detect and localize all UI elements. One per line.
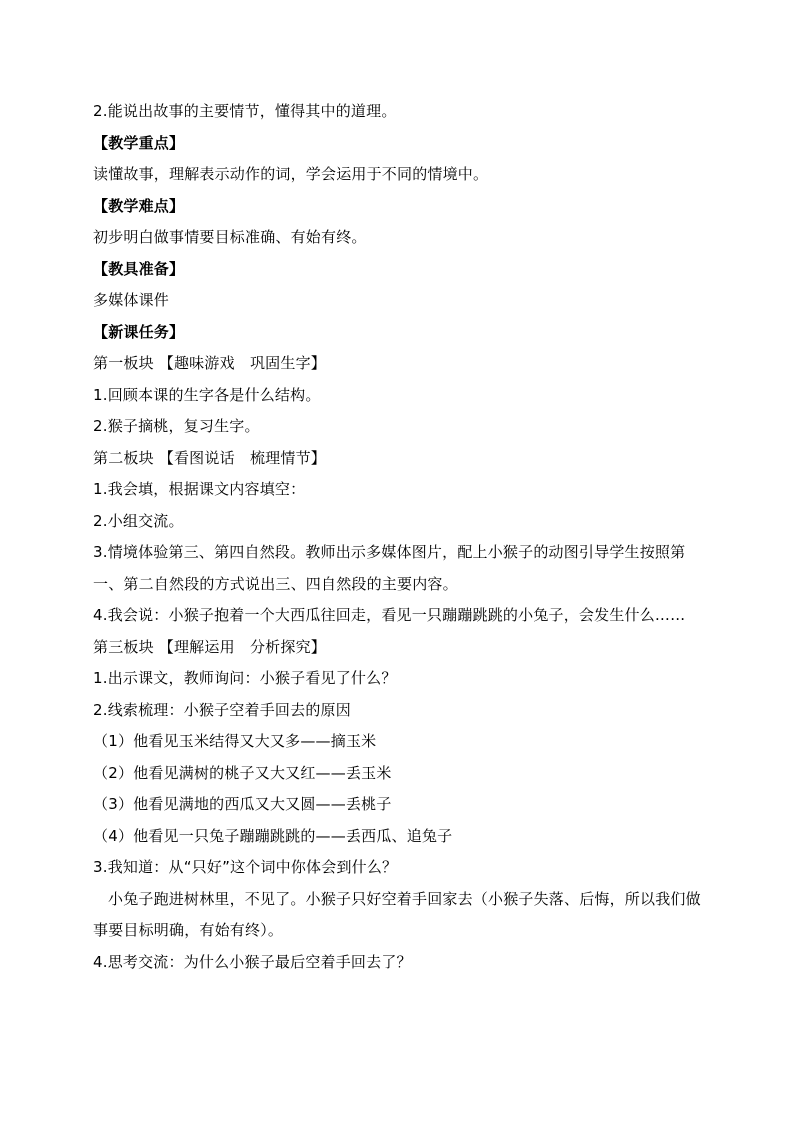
block-2-item-4: 4.我会说：小猴子抱着一个大西瓜往回走，看见一只蹦蹦跳跳的小兔子，会发生什么…… (93, 606, 686, 624)
block-3-item-2: 2.线索梳理：小猴子空着手回去的原因 (93, 700, 351, 719)
block-3-subitem-3: （3）他看见满地的西瓜又大又圆——丢桃子 (93, 795, 392, 813)
block-3-title: 第三板块 【理解运用 分析探究】 (93, 637, 326, 656)
materials-text: 多媒体课件 (93, 291, 170, 309)
key-points-text: 读懂故事，理解表示动作的词，学会运用于不同的情境中。 (93, 165, 489, 183)
section-heading-materials: 【教具准备】 (93, 259, 185, 278)
section-heading-new-task: 【新课任务】 (93, 322, 185, 341)
block-3-item-1: 1.出示课文，教师询问：小猴子看见了什么？ (93, 669, 397, 687)
block-3-item-3: 3.我知道：从“只好”这个词中你体会到什么？ (93, 858, 398, 876)
difficulties-text: 初步明白做事情要目标准确、有始有终。 (93, 228, 367, 246)
block-3-subitem-4: （4）他看见一只兔子蹦蹦跳跳的——丢西瓜、追兔子 (93, 826, 453, 845)
block-2-item-1: 1.我会填，根据课文内容填空： (93, 480, 306, 498)
block-1-item-2: 2.猴子摘桃，复习生字。 (93, 417, 260, 435)
block-2-item-3: 3.情境体验第三、第四自然段。教师出示多媒体图片，配上小猴子的动图引导学生按照第一、第二自然段的方式说出三、四自然段的主要内容。 (93, 543, 686, 593)
section-heading-difficulties: 【教学难点】 (93, 196, 185, 215)
goal-item-2: 2.能说出故事的主要情节，懂得其中的道理。 (93, 102, 397, 120)
block-3-item-4: 4.思考交流：为什么小猴子最后空着手回去了？ (93, 952, 412, 971)
block-3-item-3-paragraph: 小兔子跑进树林里，不见了。小猴子只好空着手回家去（小猴子失落、后悔，所以我们做事要目标明确，有始有终）。 (93, 889, 701, 939)
document-body (93, 96, 705, 978)
block-1-title: 第一板块 【趣味游戏 巩固生字】 (93, 354, 326, 372)
block-2-title: 第二板块 【看图说话 梳理情节】 (93, 448, 326, 467)
section-heading-key-points: 【教学重点】 (93, 133, 185, 152)
block-2-item-2: 2.小组交流。 (93, 511, 184, 530)
block-1-item-1: 1.回顾本课的生字各是什么结构。 (93, 385, 321, 404)
block-3-subitem-1: （1）他看见玉米结得又大又多——摘玉米 (93, 732, 377, 750)
block-3-subitem-2: （2）他看见满树的桃子又大又红——丢玉米 (93, 763, 392, 782)
